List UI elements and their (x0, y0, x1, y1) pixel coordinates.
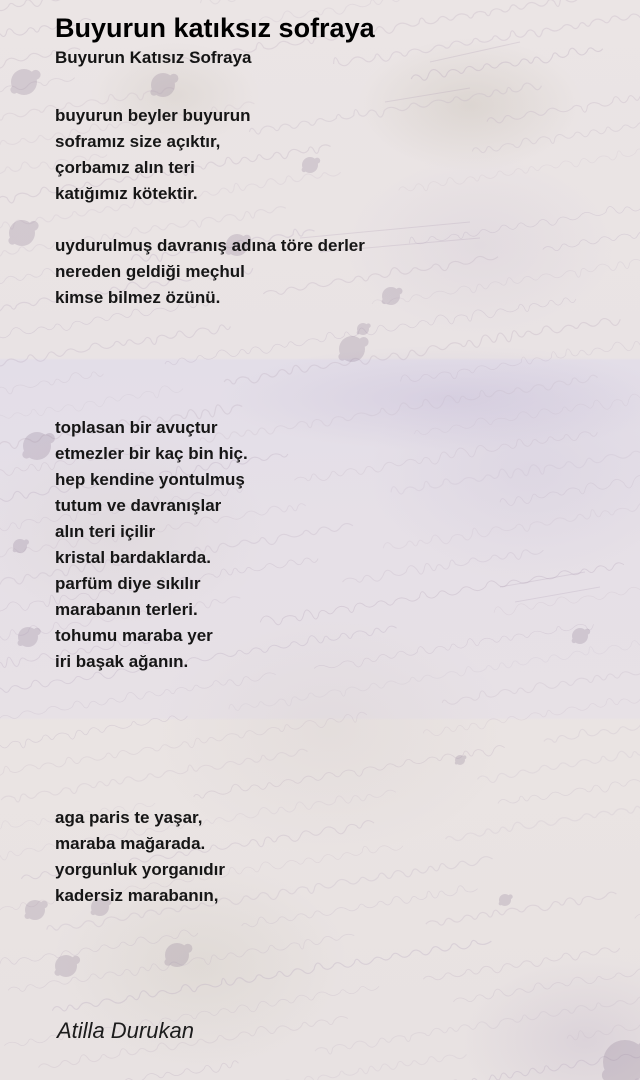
poem-line: uydurulmuş davranış adına töre derler (55, 236, 365, 255)
author-signature: Atilla Durukan (57, 1018, 194, 1043)
poem-line: hep kendine yontulmuş (55, 470, 245, 489)
poem-line: toplasan bir avuçtur (55, 418, 218, 437)
poem-line: soframız size açıktır, (55, 132, 221, 151)
poem-blank-line (55, 363, 365, 389)
poem-line: marabanın terleri. (55, 600, 198, 619)
poem-line: maraba mağarada. (55, 834, 206, 853)
poem-blank-line (55, 337, 365, 363)
poem-line: buyurun beyler buyurun (55, 106, 251, 125)
poem-line: aga paris te yaşar, (55, 808, 203, 827)
poem-title: Buyurun katıksız sofraya (55, 13, 375, 43)
poem-blank-line (55, 207, 365, 233)
poem-line: yorgunluk yorganıdır (55, 860, 226, 879)
poem-line: katığımız kötektir. (55, 184, 198, 203)
poem-blank-line (55, 753, 365, 779)
poem-line: tutum ve davranışlar (55, 496, 222, 515)
poem-line: iri başak ağanın. (55, 652, 189, 671)
poem-line: alın teri içilir (55, 522, 156, 541)
poem-blank-line (55, 727, 365, 753)
poem-line: nereden geldiği meçhul (55, 262, 245, 281)
poem-line: kristal bardaklarda. (55, 548, 211, 567)
poem-line: tohumu maraba yer (55, 626, 213, 645)
poem-line: çorbamız alın teri (55, 158, 195, 177)
poem-line: etmezler bir kaç bin hiç. (55, 444, 248, 463)
poem-blank-line (55, 311, 365, 337)
poem-blank-line (55, 675, 365, 701)
poem-blank-line (55, 701, 365, 727)
poem-line: kadersiz marabanın, (55, 886, 219, 905)
poem-line: kimse bilmez özünü. (55, 288, 221, 307)
poem-body (55, 103, 365, 909)
poem-line: parfüm diye sıkılır (55, 574, 201, 593)
poem-subtitle: Buyurun Katısız Sofraya (55, 48, 252, 67)
poem-blank-line (55, 389, 365, 415)
poem-blank-line (55, 779, 365, 805)
